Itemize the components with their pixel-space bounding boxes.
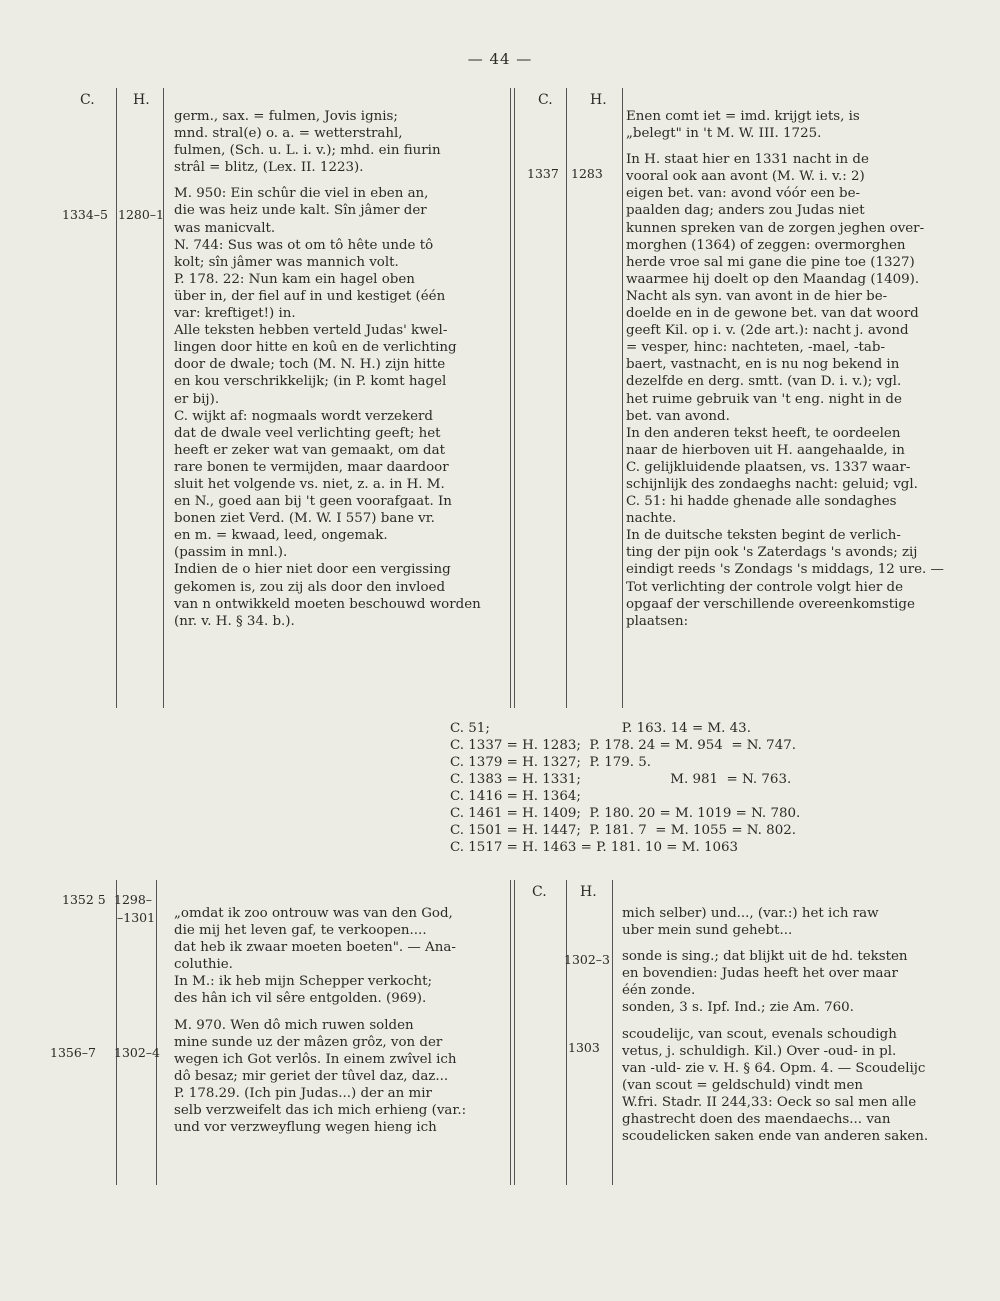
right-bottom-line: één zonde. [622, 983, 696, 999]
right-bottom-line: vetus, j. schuldigh. Kil.) Over -oud- in pl. [622, 1043, 897, 1059]
right-bottom-line: en bovendien: Judas heeft het over maar [622, 966, 898, 982]
right-top-line: C. 51: hi hadde ghenade alle sondaghes [626, 494, 897, 510]
right-top-line: herde vroe sal mi gane die pine toe (1327) [626, 254, 915, 270]
rule-left-2 [163, 88, 164, 708]
left-bottom-line: coluthie. [174, 957, 233, 973]
left-bottom-commentary [174, 905, 506, 1136]
rule-left-3 [116, 880, 117, 1185]
left-top-line: en N., goed aan bij 't geen voorafgaat. In [174, 494, 452, 510]
left-top-line: germ., sax. = fulmen, Jovis ignis; [174, 109, 398, 124]
left-top-line: kolt; sîn jâmer was mannich volt. [174, 254, 399, 270]
verse-c-1356: 1356–7 [50, 1045, 97, 1060]
rule-right-3 [566, 880, 567, 1185]
rule-mid-4 [514, 880, 515, 1185]
left-bottom-line: die mij het leven gaf, te verkoopen.... [174, 923, 427, 939]
right-top-line: kunnen spreken van de zorgen jeghen over- [626, 220, 925, 236]
comparison-row: C. 1501 = H. 1447; P. 181. 7 = M. 1055 = N. 802. [450, 823, 796, 838]
right-top-line: „belegt" in 't M. W. III. 1725. [626, 126, 822, 142]
rule-right-1 [566, 88, 567, 708]
right-top-line: vooral ook aan avont (M. W. i. v.: 2) [626, 169, 865, 185]
left-bottom-line: wegen ich Got verlôs. In einem zwîvel ich [174, 1051, 457, 1067]
header-h-right-lower: H. [580, 884, 597, 900]
verse-h-1280: 1280–1 [118, 207, 165, 222]
right-bottom-line: (van scout = geldschuld) vindt men [622, 1077, 864, 1093]
left-top-line: sluit het volgende vs. niet, z. a. in H. M. [174, 476, 445, 492]
left-top-line: gekomen is, zou zij als door den invloed [174, 579, 446, 595]
left-top-commentary [174, 108, 506, 630]
right-top-line: bet. van avond. [626, 408, 730, 424]
header-c-right-lower: C. [532, 884, 547, 900]
right-top-line: naar de hierboven uit H. aangehaalde, in [626, 442, 905, 458]
rule-right-2 [622, 88, 623, 708]
right-bottom-line: scoudelicken saken ende van anderen saken. [622, 1129, 929, 1145]
left-top-line: die was heiz unde kalt. Sîn jâmer der [174, 203, 427, 219]
left-bottom-line: P. 178.29. (Ich pin Judas...) der an mir [174, 1085, 432, 1101]
left-top-line: dat de dwale veel verlichting geeft; het [174, 425, 441, 441]
right-top-line: In H. staat hier en 1331 nacht in de [626, 152, 869, 168]
right-top-line: nachte. [626, 511, 677, 527]
right-bottom-line: ghastrecht doen des maendaechs... van [622, 1112, 891, 1128]
left-top-line: heeft er zeker wat van gemaakt, om dat [174, 442, 445, 458]
right-bottom-line [622, 939, 960, 948]
rule-mid-3 [510, 880, 511, 1185]
left-top-line: bonen ziet Verd. (M. W. I 557) bane vr. [174, 511, 435, 527]
right-top-line: ting der pijn ook 's Zaterdags 's avonds; zij [626, 545, 918, 561]
left-top-line: C. wijkt af: nogmaals wordt verzekerd [174, 408, 433, 424]
page-number: — 44 — [467, 50, 533, 68]
left-bottom-line: In M.: ik heb mijn Schepper verkocht; [174, 974, 432, 990]
left-top-line: lingen door hitte en koû en de verlichting [174, 340, 457, 356]
right-top-line: opgaaf der verschillende overeenkomstige [626, 596, 915, 612]
right-bottom-line: W.fri. Stadr. II 244,33: Oeck so sal men alle [622, 1094, 917, 1110]
rule-mid-2 [514, 88, 515, 708]
rule-left-4 [156, 880, 157, 1185]
left-top-line: Alle teksten hebben verteld Judas' kwel- [174, 323, 448, 339]
right-bottom-line: uber mein sund gehebt... [622, 923, 793, 939]
left-bottom-line: dô besaz; mir geriet der tûvel daz, daz... [174, 1068, 449, 1084]
right-bottom-line: van -uld- zie v. H. § 64. Opm. 4. — Scoudelijc [622, 1060, 926, 1076]
header-h-left: H. [133, 92, 150, 108]
right-top-line: C. gelijkluidende plaatsen, vs. 1337 waar- [626, 459, 911, 475]
left-top-line: fulmen, (Sch. u. L. i. v.); mhd. ein fiurin [174, 143, 441, 159]
left-bottom-line: selb verzweifelt das ich mich erhieng (var.: [174, 1103, 467, 1119]
left-top-line: M. 950: Ein schûr die viel in eben an, [174, 186, 429, 202]
comparison-row: C. 1379 = H. 1327; P. 179. 5. [450, 755, 652, 770]
verse-h-1303: 1303 [568, 1040, 600, 1055]
left-bottom-line: dat heb ik zwaar moeten boeten". — Ana- [174, 940, 456, 956]
right-top-line: plaatsen: [626, 613, 689, 629]
left-top-line: was manicvalt. [174, 220, 276, 236]
left-top-line: Indien de o hier niet door een vergissing [174, 562, 451, 578]
comparison-row: C. 1517 = H. 1463 = P. 181. 10 = M. 1063 [450, 840, 739, 855]
right-top-line: paalden dag; anders zou Judas niet [626, 203, 865, 219]
verse-h-1301: –1301 [117, 910, 156, 925]
left-top-line: en kou verschrikkelijk; (in P. komt hagel [174, 374, 447, 390]
header-c-right: C. [538, 92, 553, 108]
left-bottom-line [174, 1008, 506, 1017]
right-top-line: het ruime gebruik van 't eng. night in de [626, 391, 902, 407]
rule-mid-1 [510, 88, 511, 708]
comparison-table [450, 720, 970, 856]
right-top-line: Nacht als syn. van avont in de hier be- [626, 288, 888, 304]
right-top-line [626, 142, 956, 151]
left-top-line: er bij). [174, 391, 220, 407]
right-top-line: = vesper, hinc: nachteten, -mael, -tab- [626, 340, 885, 356]
right-top-line: eigen bet. van: avond vóór een be- [626, 186, 861, 202]
right-top-line: doelde en in de gewone bet. van dat woord [626, 306, 919, 322]
right-top-line: In den anderen tekst heeft, te oordeelen [626, 425, 901, 441]
left-top-line: var: kreftiget!) in. [174, 306, 296, 322]
left-top-line: (passim in mnl.). [174, 545, 288, 561]
left-top-line: über in, der fiel auf in und kestiget (één [174, 288, 446, 304]
right-top-line: dezelfde en derg. smtt. (van D. i. v.); vgl. [626, 374, 902, 390]
left-bottom-line: „omdat ik zoo ontrouw was van den God, [174, 906, 453, 921]
comparison-row: C. 1337 = H. 1283; P. 178. 24 = M. 954 = N. 747. [450, 738, 796, 753]
left-bottom-line: M. 970. Wen dô mich ruwen solden [174, 1017, 414, 1033]
right-top-line: baert, vastnacht, en is nu nog bekend in [626, 357, 900, 373]
verse-c-1352: 1352 5 [62, 892, 106, 907]
verse-h-1302-3: 1302–3 [564, 952, 611, 967]
left-top-line: P. 178. 22: Nun kam ein hagel oben [174, 271, 415, 287]
left-top-line [174, 176, 506, 185]
rule-left-1 [116, 88, 117, 708]
left-top-line: mnd. stral(e) o. a. = wetterstrahl, [174, 126, 403, 142]
left-top-line: rare bonen te vermijden, maar daardoor [174, 459, 449, 475]
verse-c-1337: 1337 [527, 166, 559, 181]
verse-h-1298: 1298– [114, 892, 153, 907]
comparison-row: C. 1461 = H. 1409; P. 180. 20 = M. 1019 = N. 780. [450, 806, 801, 821]
left-bottom-line: des hân ich vil sêre entgolden. (969). [174, 991, 427, 1007]
right-top-line: morghen (1364) of zeggen: overmorghen [626, 237, 906, 253]
right-bottom-commentary [622, 905, 960, 1145]
right-bottom-line [622, 1017, 960, 1026]
header-h-right: H. [590, 92, 607, 108]
comparison-row: C. 1383 = H. 1331; M. 981 = N. 763. [450, 772, 792, 787]
right-top-commentary [626, 108, 956, 630]
left-top-line: strâl = blitz, (Lex. II. 1223). [174, 160, 364, 176]
left-bottom-line: und vor verzweyflung wegen hieng ich [174, 1120, 437, 1136]
right-top-line: Enen comt iet = imd. krijgt iets, is [626, 109, 860, 124]
right-bottom-line: sonde is sing.; dat blijkt uit de hd. teksten [622, 949, 908, 965]
left-top-line: (nr. v. H. § 34. b.). [174, 613, 295, 629]
verse-h-1283: 1283 [571, 166, 603, 181]
left-top-line: N. 744: Sus was ot om tô hête unde tô [174, 237, 434, 253]
right-top-line: schijnlijk des zondaeghs nacht: geluid; vgl. [626, 476, 918, 492]
right-bottom-line: scoudelijc, van scout, evenals schoudigh [622, 1026, 897, 1042]
left-top-line: en m. = kwaad, leed, ongemak. [174, 528, 388, 544]
right-bottom-line: sonden, 3 s. Ipf. Ind.; zie Am. 760. [622, 1000, 854, 1016]
left-top-line: van n ontwikkeld moeten beschouwd worden [174, 596, 481, 612]
comparison-row: C. 51; P. 163. 14 = M. 43. [450, 721, 751, 736]
left-bottom-line: mine sunde uz der mâzen grôz, von der [174, 1034, 443, 1050]
comparison-row: C. 1416 = H. 1364; [450, 789, 581, 804]
verse-h-1302: 1302–4 [114, 1045, 161, 1060]
rule-right-4 [612, 880, 613, 1185]
right-top-line: waarmee hij doelt op den Maandag (1409). [626, 271, 920, 287]
verse-c-1334: 1334–5 [62, 207, 109, 222]
right-top-line: In de duitsche teksten begint de verlich- [626, 528, 901, 544]
right-top-line: Tot verlichting der controle volgt hier de [626, 579, 904, 595]
header-c-left: C. [80, 92, 95, 108]
right-top-line: eindigt reeds 's Zondags 's middags, 12 ure. — [626, 562, 944, 578]
right-bottom-line: mich selber) und..., (var.:) het ich raw [622, 906, 879, 921]
right-top-line: geeft Kil. op i. v. (2de art.): nacht j. avond [626, 323, 909, 339]
left-top-line: door de dwale; toch (M. N. H.) zijn hitte [174, 357, 446, 373]
